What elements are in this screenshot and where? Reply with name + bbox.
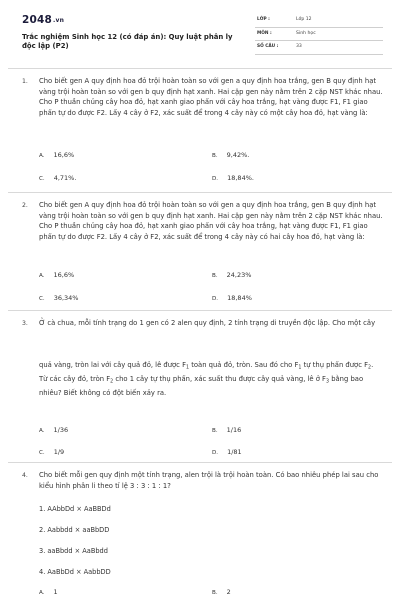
meta-value: Lớp 12 bbox=[296, 17, 312, 22]
question-number: 1. bbox=[22, 78, 28, 85]
meta-value: 33 bbox=[296, 44, 302, 49]
logo-text: 2048 bbox=[22, 14, 53, 26]
option-a[interactable]: A. 16,6% bbox=[39, 271, 75, 279]
question-text-intro: Ở cà chua, mỗi tính trạng do 1 gen có 2 alen quy định, 2 tính trạng di truyền độc lập. Cho một cây bbox=[39, 319, 376, 327]
option-d[interactable]: D. 1/81 bbox=[212, 448, 242, 456]
divider bbox=[8, 68, 392, 69]
option-d[interactable]: D. 18,84%. bbox=[212, 174, 254, 182]
option-c[interactable]: C. 1/9 bbox=[39, 448, 65, 456]
question-number: 3. bbox=[22, 320, 28, 327]
document-header bbox=[22, 14, 382, 60]
option-c[interactable]: C. 4,71%. bbox=[39, 174, 77, 182]
option-d[interactable]: D. 18,84% bbox=[212, 294, 252, 302]
question-text: Cho biết mỗi gen quy định một tính trạng, alen trội là trội hoàn toàn. Có bao nhiêu phép lai sau cho kiểu hình phân li theo tỉ lệ 3 : 3 : 1 : 1? bbox=[39, 471, 379, 490]
divider bbox=[8, 192, 392, 193]
meta-row-subject bbox=[255, 28, 383, 42]
site-logo[interactable] bbox=[22, 14, 64, 26]
meta-value: Sinh học bbox=[296, 30, 316, 36]
question-text: Cho biết gen A quy định hoa đỏ trội hoàn toàn so với gen a quy định hoa trắng, gen B quy định hạt vàng trội hoàn toàn so với gen b quy định hạt xanh. Hai cặp gen này nằm trên 2 cặp NST khác nhau. Cho P thuần chủng cây hoa đỏ, hạt xanh giao phấn với cây hoa trắng, hạt vàng được F1, F1 giao phấn tự do được F2. Lấy 4 cây ở F2, xác suất để trong 4 cây này có hai cây hoa đỏ, hạt vàng là: bbox=[39, 201, 383, 241]
cross-item-4: 4. AaBbDd × AabbDD bbox=[39, 568, 111, 576]
meta-key: SỐ CÂU : bbox=[257, 44, 279, 49]
cross-item-1: 1. AAbbDd × AaBBDd bbox=[39, 505, 111, 513]
meta-key: MÔN : bbox=[257, 30, 272, 36]
meta-row-count bbox=[255, 41, 383, 55]
question-text: quả vàng, tròn lai với cây quả đỏ, lê được $F_1$ toàn quả đỏ, tròn. Sau đó cho $F_1$ tự thụ phấn được $F_2$. Từ các cây đỏ, tròn $F_2$ cho 1 cây tự thụ phấn, xác suất thu được cây quả vàng, lê ở $F_3$ bằng bao nhiêu? Biết không có đột biến xảy ra. bbox=[39, 361, 374, 397]
meta-key: LỚP : bbox=[257, 17, 270, 22]
option-a[interactable]: A. 1/36 bbox=[39, 426, 69, 434]
page-title: Trắc nghiệm Sinh học 12 (có đáp án): Quy luật phân ly độc lập (P2) bbox=[22, 33, 233, 50]
meta-row-class bbox=[255, 14, 383, 28]
option-b[interactable]: B. 9,42%. bbox=[212, 151, 250, 159]
question-number: 4. bbox=[22, 472, 28, 479]
question-text: Cho biết gen A quy định hoa đỏ trội hoàn toàn so với gen a quy định hoa trắng, gen B quy định hạt vàng trội hoàn toàn so với gen b quy định hạt xanh. Hai cặp gen này nằm trên 2 cặp NST khác nhau. Cho P thuần chủng cây hoa đỏ, hạt xanh giao phấn với cây hoa trắng, hạt vàng được F1, F1 giao phấn tự do được F2. Lấy 4 cây ở F2, xác suất để trong 4 cây này có một cây hoa đỏ, hạt vàng là: bbox=[39, 77, 383, 117]
option-b[interactable]: B. 1/16 bbox=[212, 426, 242, 434]
option-c[interactable]: C. 36,34% bbox=[39, 294, 79, 302]
option-a[interactable]: A. 1 bbox=[39, 588, 58, 596]
cross-item-3: 3. aaBbdd × AaBbdd bbox=[39, 547, 108, 555]
option-b[interactable]: B. 24,23% bbox=[212, 271, 252, 279]
divider bbox=[8, 462, 392, 463]
question-number: 2. bbox=[22, 202, 28, 209]
logo-suffix: .vn bbox=[53, 17, 65, 24]
option-b[interactable]: B. 2 bbox=[212, 588, 231, 596]
meta-table bbox=[255, 14, 383, 55]
option-a[interactable]: A. 16,6% bbox=[39, 151, 75, 159]
divider bbox=[8, 310, 392, 311]
cross-item-2: 2. Aabbdd × aaBbDD bbox=[39, 526, 110, 534]
